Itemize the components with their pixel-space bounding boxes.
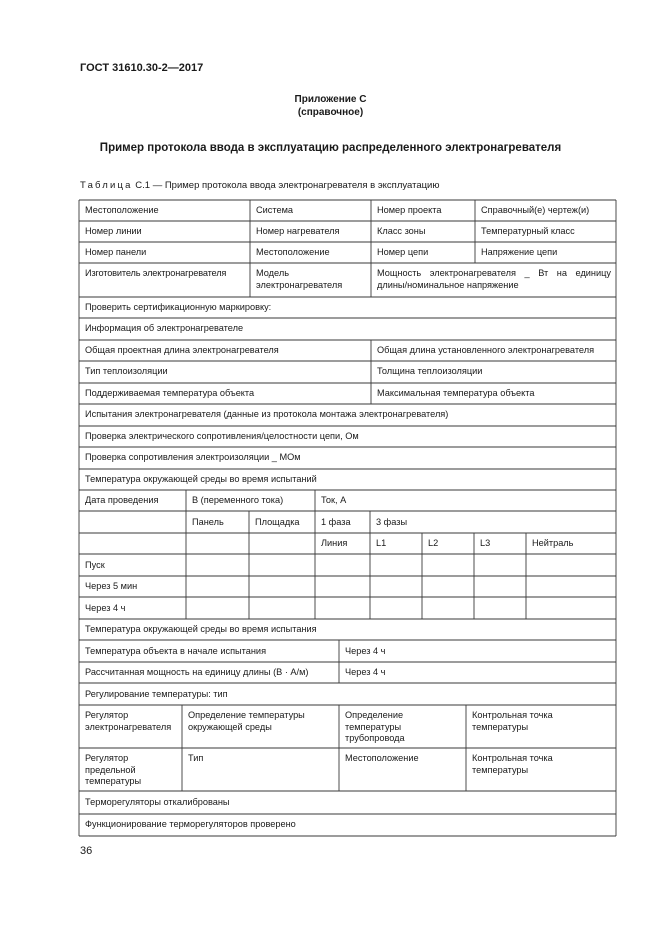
cell-function-checked: Функционирование терморегуляторов проверено — [85, 819, 296, 829]
page-number: 36 — [80, 845, 93, 857]
cell-ambient-temperature: Температура окружающей среды во время испытаний — [85, 474, 317, 484]
cell-l1: L1 — [376, 538, 387, 548]
cell-object-temperature-start: Температура объекта в начале испытания — [85, 646, 267, 656]
cell-location: Местоположение — [85, 205, 159, 215]
cell-after-4-h-3: Через 4 ч — [345, 667, 386, 677]
cell-temperature-class: Температурный класс — [481, 226, 575, 236]
cell-heater-number: Номер нагревателя — [256, 226, 340, 236]
cell-voltage-ac: В (переменного тока) — [192, 495, 284, 505]
cell-location-2: Местоположение — [256, 247, 330, 257]
cell-three-phase: 3 фазы — [376, 517, 408, 527]
cell-location-3: Местоположение — [345, 753, 419, 763]
cell-setpoint-2: Контрольная точка температуры — [472, 753, 553, 775]
cell-start: Пуск — [85, 560, 105, 570]
cell-check-certification: Проверить сертификационную маркировку: — [85, 302, 272, 312]
cell-project-number: Номер проекта — [377, 205, 442, 215]
cell-after-5-min: Через 5 мин — [85, 581, 138, 591]
cell-panel-number: Номер панели — [85, 247, 147, 257]
cell-ambient-temperature-2: Температура окружающей среды во время испытания — [85, 624, 317, 634]
cell-single-phase: 1 фаза — [321, 517, 351, 527]
cell-pipe-sensing: Определение температуры трубопровода — [345, 710, 405, 743]
cell-l2: L2 — [428, 538, 439, 548]
cell-current: Ток, А — [321, 495, 347, 505]
cell-circuit-number: Номер цепи — [377, 247, 429, 257]
cell-insulation-resistance: Проверка сопротивления электроизоляции _ МОм — [85, 452, 301, 462]
cell-circuit-voltage: Напряжение цепи — [481, 247, 558, 257]
cell-resistance-check: Проверка электрического сопротивления/целостности цепи, Ом — [85, 431, 359, 441]
cell-heater-controller: Регулятор электронагревателя — [85, 710, 172, 732]
main-title: Пример протокола ввода в эксплуатацию распределенного электронагревателя — [99, 142, 562, 154]
cell-temperature-control-type: Регулирование температуры: тип — [85, 689, 228, 699]
cell-panel: Панель — [192, 517, 224, 527]
table-caption-text: С.1 — Пример протокола ввода электронагревателя в эксплуатацию — [132, 180, 440, 191]
cell-calculated-power: Рассчитанная мощность на единицу длины (В · А/м) — [85, 667, 309, 677]
cell-max-temperature: Максимальная температура объекта — [377, 388, 535, 398]
cell-insulation-type: Тип теплоизоляции — [85, 366, 168, 376]
cell-l3: L3 — [480, 538, 491, 548]
cell-installed-length: Общая длина установленного электронагревателя — [377, 345, 595, 355]
cell-setpoint: Контрольная точка температуры — [472, 710, 553, 732]
cell-after-4-h: Через 4 ч — [85, 603, 126, 613]
cell-heater-model: Модель электронагревателя — [256, 268, 343, 290]
document-code: ГОСТ 31610.30-2—2017 — [80, 62, 204, 74]
table-caption-label: Таблица — [80, 180, 133, 191]
cell-neutral: Нейтраль — [532, 538, 574, 548]
cell-heater-info: Информация об электронагревателе — [85, 323, 244, 333]
annex-subtitle: (справочное) — [297, 107, 364, 118]
cell-line: Линия — [321, 538, 348, 548]
cell-test-date: Дата проведения — [85, 495, 159, 505]
cell-reference-drawings: Справочный(е) чертеж(и) — [481, 205, 590, 215]
cell-ambient-sensing: Определение температуры окружающей среды — [188, 710, 305, 732]
cell-zone-class: Класс зоны — [377, 226, 426, 236]
cell-type: Тип — [188, 753, 204, 763]
cell-insulation-thickness: Толщина теплоизоляции — [377, 366, 483, 376]
cell-maintained-temperature: Поддерживаемая температура объекта — [85, 388, 255, 398]
cell-heater-manufacturer: Изготовитель электронагревателя — [85, 268, 227, 278]
cell-limit-controller: Регулятор предельной температуры — [85, 753, 142, 786]
cell-heater-power: Мощность электронагревателя _ Вт на единицу длины/номинальное напряжение — [377, 268, 611, 290]
table-caption — [80, 180, 440, 191]
cell-line-number: Номер линии — [85, 226, 142, 236]
cell-site: Площадка — [255, 517, 300, 527]
cell-design-length: Общая проектная длина электронагревателя — [85, 345, 279, 355]
cell-heater-tests: Испытания электронагревателя (данные из протокола монтажа электронагревателя) — [85, 409, 449, 419]
annex-title: Приложение С — [294, 94, 367, 105]
cell-system: Система — [256, 205, 294, 215]
cell-calibrated: Терморегуляторы откалиброваны — [85, 797, 230, 807]
cell-after-4-h-2: Через 4 ч — [345, 646, 386, 656]
